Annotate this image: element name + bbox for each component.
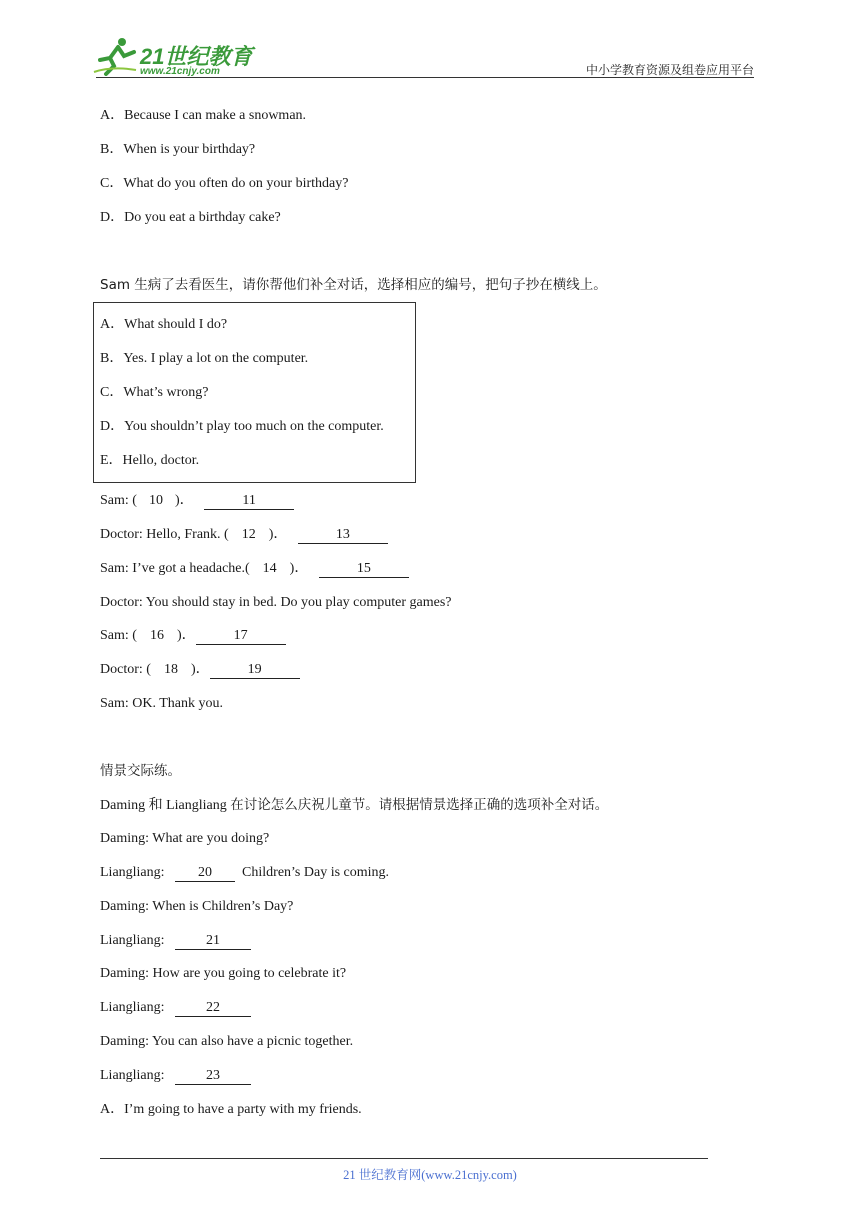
dialog-line	[100, 560, 409, 578]
line-prefix: Doctor: (	[100, 662, 151, 677]
dialog-line: Sam: OK. Thank you.	[100, 696, 224, 711]
option-a: A．I’m going to have a party with my friends.	[100, 1102, 362, 1117]
dialog-line: Daming: You can also have a picnic together.	[100, 1034, 354, 1049]
intro-names: Daming 和 Liangliang	[100, 798, 231, 813]
answer-blank[interactable]: 13	[298, 527, 388, 544]
option-a: A．Because I can make a snowman.	[100, 108, 307, 123]
line-close: )．	[190, 662, 210, 677]
line-prefix: Liangliang:	[100, 933, 169, 948]
answer-blank[interactable]: 23	[175, 1068, 251, 1085]
dialog-line	[100, 627, 286, 645]
dialog-line: Doctor: You should stay in bed. Do you play computer games?	[100, 595, 452, 610]
header-divider	[96, 77, 754, 78]
answer-number: 12	[241, 527, 256, 542]
intro-text: 在讨论怎么庆祝儿童节。请根据情景选择正确的选项补全对话。	[230, 797, 609, 813]
footer-divider	[100, 1158, 708, 1159]
section3-title: 情景交际练。	[100, 763, 181, 779]
dialog-line	[100, 999, 251, 1017]
line-prefix: Doctor: Hello, Frank. (	[100, 527, 229, 542]
dialog-line	[100, 864, 389, 882]
box-option-e: E．Hello, doctor.	[100, 453, 200, 468]
line-prefix: Liangliang:	[100, 1000, 169, 1015]
answer-blank[interactable]: 17	[196, 628, 286, 645]
answer-blank[interactable]: 22	[175, 1000, 251, 1017]
logo-url: www.21cnjy.com	[140, 66, 220, 77]
option-b: B．When is your birthday?	[100, 142, 256, 157]
line-prefix: Sam: (	[100, 628, 137, 643]
footer-link[interactable]: 21 世纪教育网(www.21cnjy.com)	[343, 1168, 517, 1182]
line-suffix: Children’s Day is coming.	[242, 865, 390, 880]
dialog-line: Daming: When is Children’s Day?	[100, 899, 294, 914]
dialog-line	[100, 661, 300, 679]
line-close: )．	[289, 561, 309, 576]
dialog-line	[100, 526, 388, 544]
line-close: )．	[176, 628, 196, 643]
box-option-b: B．Yes. I play a lot on the computer.	[100, 351, 309, 366]
option-d: D．Do you eat a birthday cake?	[100, 210, 281, 225]
answer-number: 18	[163, 662, 178, 677]
answer-number: 16	[149, 628, 164, 643]
line-close: )．	[268, 527, 288, 542]
answer-blank[interactable]: 19	[210, 662, 300, 679]
dialog-line	[100, 1067, 251, 1085]
dialog-line: Daming: How are you going to celebrate it?	[100, 966, 347, 981]
box-option-c: C．What’s wrong?	[100, 385, 209, 400]
section2-intro: Sam 生病了去看医生，请你帮他们补全对话，选择相应的编号，把句子抄在横线上。	[100, 277, 607, 293]
runner-logo-icon	[92, 36, 138, 76]
site-logo[interactable]	[92, 36, 262, 80]
line-close: )．	[174, 493, 194, 508]
line-prefix: Liangliang:	[100, 1068, 169, 1083]
box-option-d: D．You shouldn’t play too much on the computer.	[100, 419, 384, 434]
answer-blank[interactable]: 15	[319, 561, 409, 578]
answer-blank[interactable]: 11	[204, 493, 294, 510]
logo-text: 21世纪教育	[140, 44, 253, 69]
line-prefix: Sam: I’ve got a headache.(	[100, 561, 250, 576]
line-prefix: Liangliang:	[100, 865, 169, 880]
dialog-line: Daming: What are you doing?	[100, 831, 270, 846]
section3-intro	[100, 796, 608, 815]
line-prefix: Sam: (	[100, 493, 137, 508]
option-c: C．What do you often do on your birthday?	[100, 176, 349, 191]
dialog-line	[100, 932, 251, 950]
answer-number: 10	[148, 493, 163, 508]
box-option-a: A．What should I do?	[100, 317, 228, 332]
page-header	[0, 0, 860, 80]
site-title: 中小学教育资源及组卷应用平台	[585, 63, 754, 77]
answer-blank[interactable]: 21	[175, 933, 251, 950]
dialog-line	[100, 492, 294, 510]
answer-number: 14	[262, 561, 277, 576]
answer-blank[interactable]: 20	[175, 865, 235, 882]
